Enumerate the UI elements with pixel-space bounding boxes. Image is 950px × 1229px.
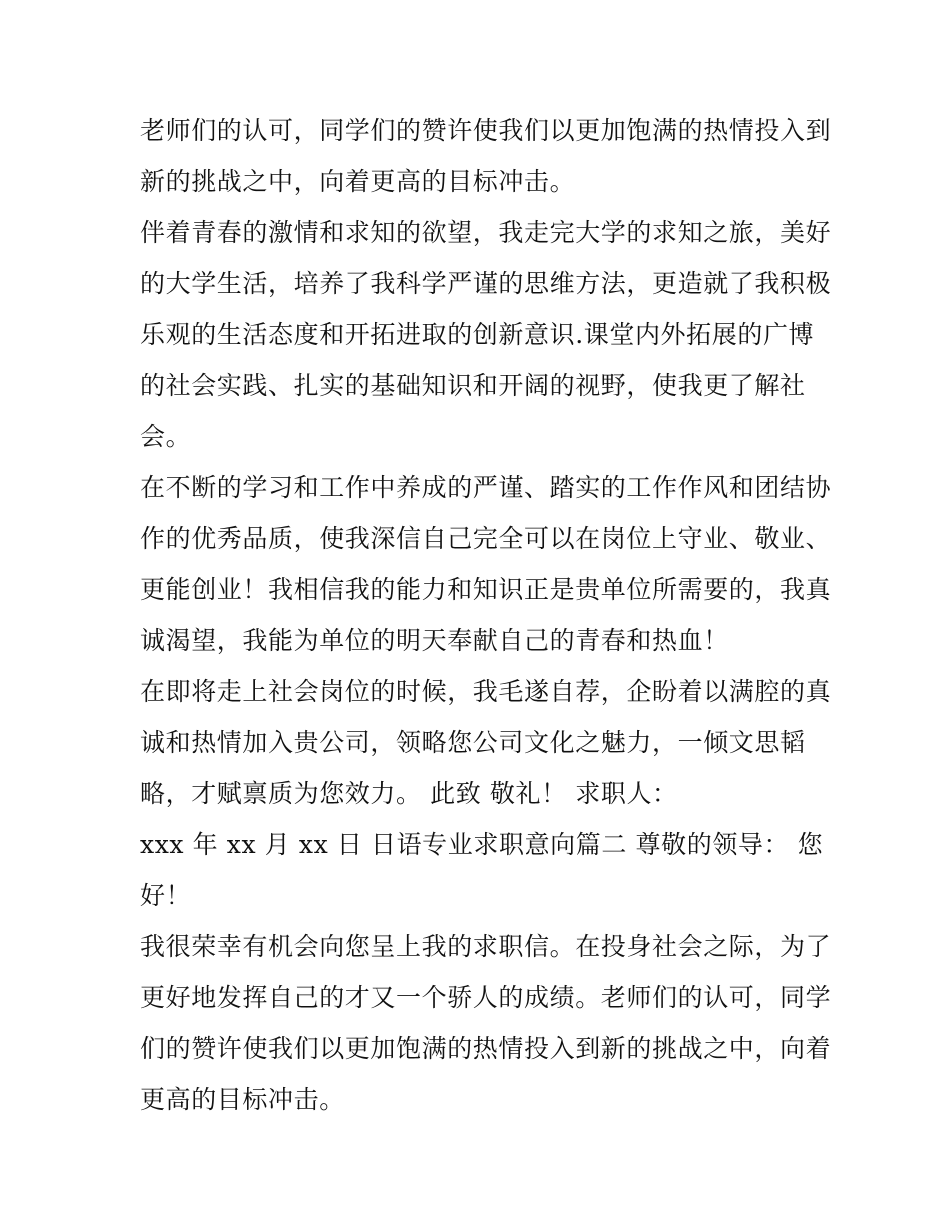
text-line: 诚渴望，我能为单位的明天奉献自己的青春和热血！ — [140, 626, 729, 655]
text-line: 更好地发挥自己的才又一个骄人的成绩。老师们的认可，同学 — [140, 983, 832, 1012]
text-line: 的社会实践、扎实的基础知识和开阔的视野，使我更了解社 — [140, 371, 806, 400]
text-line: 诚和热情加入贵公司，领略您公司文化之魅力，一倾文思韬 — [140, 728, 806, 757]
text-line: 会。 — [140, 422, 192, 451]
text-line: 的大学生活，培养了我科学严谨的思维方法，更造就了我积极 — [140, 269, 832, 298]
text-line: 伴着青春的激情和求知的欲望，我走完大学的求知之旅，美好 — [140, 218, 832, 247]
text-line: 我很荣幸有机会向您呈上我的求职信。在投身社会之际，为了 — [140, 932, 832, 961]
text-line: 们的赞许使我们以更加饱满的热情投入到新的挑战之中，向着 — [140, 1034, 832, 1063]
text-line: 更能创业！我相信我的能力和知识正是贵单位所需要的，我真 — [140, 575, 832, 604]
document-body — [140, 105, 832, 1125]
text-line: 在即将走上社会岗位的时候，我毛遂自荐，企盼着以满腔的真 — [140, 677, 832, 706]
text-line: 更高的目标冲击。 — [140, 1085, 345, 1114]
text-line: 好！ — [140, 881, 192, 910]
text-line: 新的挑战之中，向着更高的目标冲击。 — [140, 167, 576, 196]
text-line: 作的优秀品质，使我深信自己完全可以在岗位上守业、敬业、 — [140, 524, 832, 553]
text-line: 略，才赋禀质为您效力。 此致 敬礼！ 求职人： — [140, 779, 678, 808]
text-line: 乐观的生活态度和开拓进取的创新意识.课堂内外拓展的广博 — [140, 320, 815, 349]
text-line: 在不断的学习和工作中养成的严谨、踏实的工作作风和团结协 — [140, 473, 832, 502]
text-line: 老师们的认可，同学们的赞许使我们以更加饱满的热情投入到 — [140, 116, 832, 145]
text-line: xxx 年 xx 月 xx 日 日语专业求职意向篇二 尊敬的领导： 您 — [140, 830, 824, 859]
